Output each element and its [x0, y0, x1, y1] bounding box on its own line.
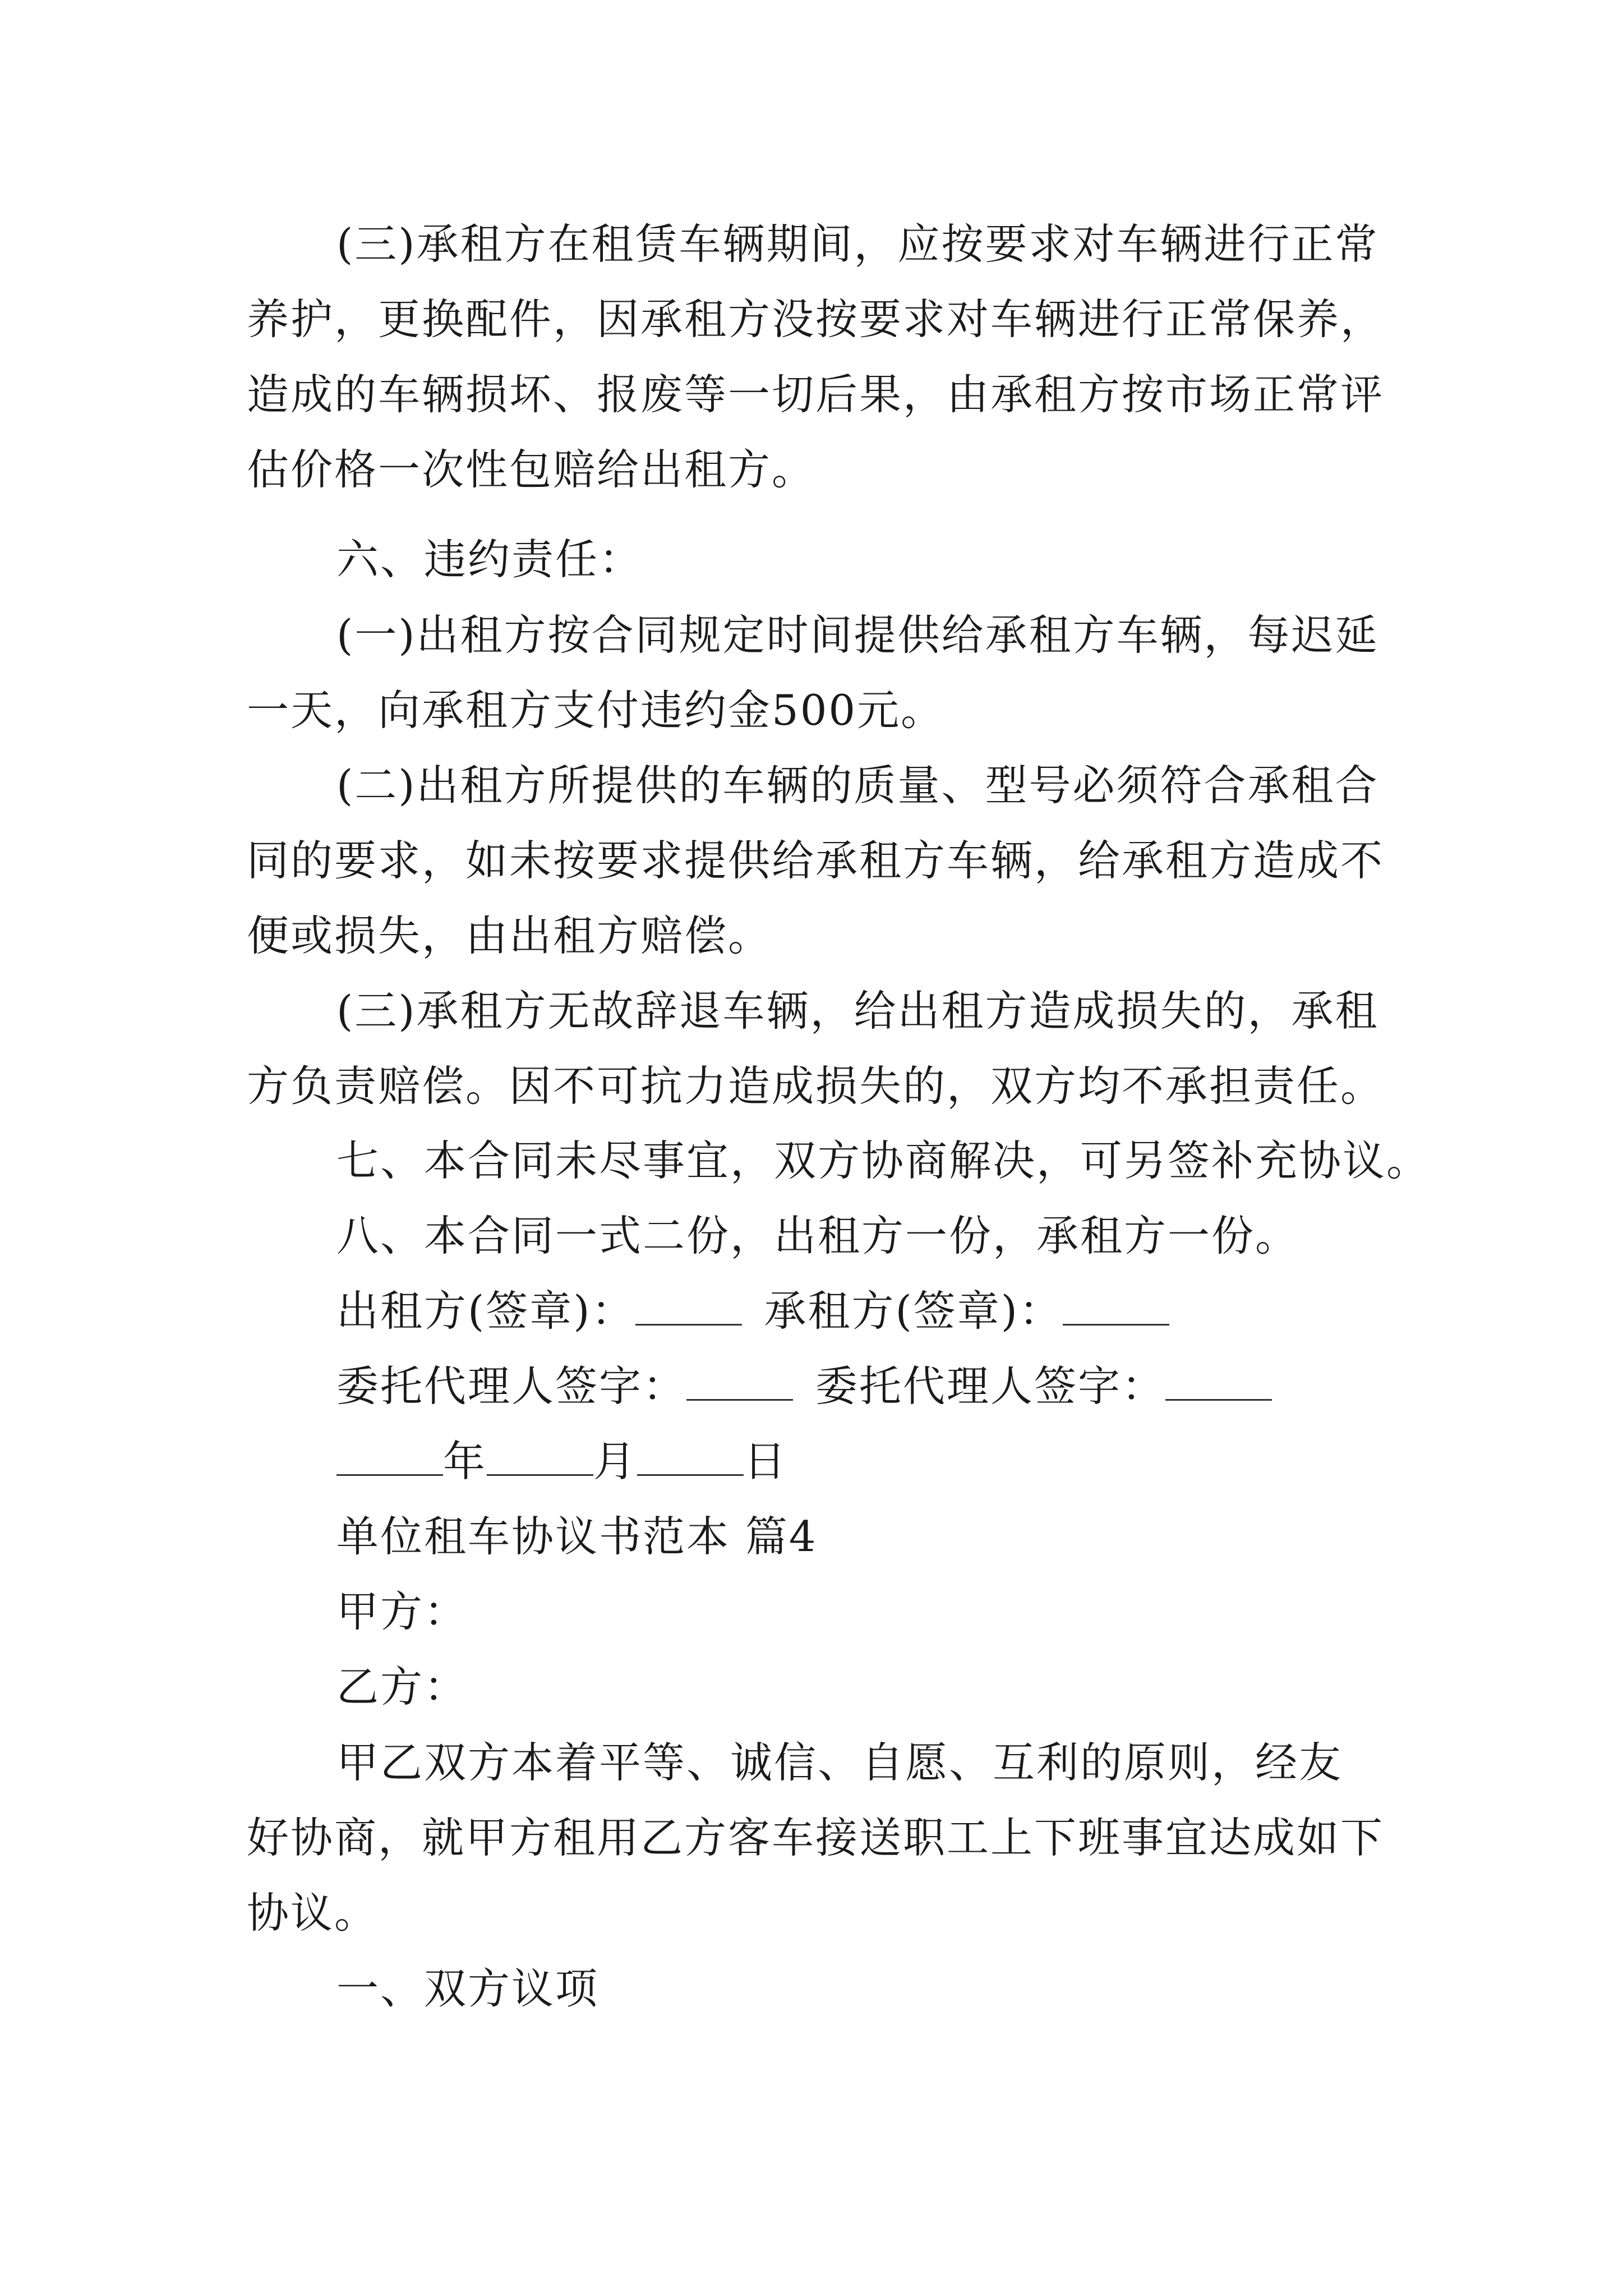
lessee-agent-label: 委托代理人签字：: [815, 1361, 1166, 1411]
lessor-signature-label: 出租方(签章)：: [336, 1286, 635, 1336]
year-label: 年: [443, 1437, 487, 1486]
day-label: 日: [744, 1437, 788, 1486]
day-blank: [637, 1439, 744, 1476]
heading-breach-liability: 六、违约责任：: [336, 535, 643, 584]
month-label: 月: [593, 1437, 638, 1486]
lessee-signature-label: 承租方(签章)：: [764, 1286, 1063, 1336]
paragraph-clause-7: 七、本合同未尽事宜，双方协商解决，可另签补充协议。: [336, 1136, 1431, 1185]
paragraph-maintenance-clause: (三)承租方在租赁车辆期间，应按要求对车辆进行正常养护，更换配件，因承租方没按要求对车辆进行正常保养，造成的车辆损坏、报废等一切后果，由承租方按市场正常评估价格一次性包赔给出租方。: [247, 219, 1385, 494]
year-blank: [336, 1439, 443, 1476]
lessee-signature-blank: [1063, 1289, 1169, 1326]
party-b-label: 乙方：: [336, 1662, 468, 1711]
paragraph-breach-3: (三)承租方无故辞退车辆，给出租方造成损失的，承租方负责赔偿。因不可抗力造成损失的，双方均不承担责任。: [247, 986, 1385, 1111]
month-blank: [487, 1439, 593, 1476]
lessor-agent-blank: [686, 1364, 793, 1401]
section-title-template-4: 单位租车协议书范本 篇4: [336, 1512, 818, 1561]
paragraph-breach-1: (一)出租方按合同规定时间提供给承租方车辆，每迟延一天，向承租方支付违约金500元。: [247, 610, 1379, 735]
lessor-signature-blank: [635, 1289, 742, 1326]
date-line: [336, 1424, 787, 1499]
lessor-agent-label: 委托代理人签字：: [336, 1361, 687, 1411]
party-a-label: 甲方：: [336, 1587, 468, 1636]
lessee-agent-blank: [1165, 1364, 1272, 1401]
signature-line-agents: [336, 1349, 1272, 1424]
paragraph-agreement-intro: 甲乙双方本着平等、诚信、自愿、互利的原则，经友好协商，就甲方租用乙方客车接送职工上下班事宜达成如下协议。: [247, 1738, 1385, 1938]
heading-mutual-items: 一、双方议项: [336, 1964, 600, 2013]
paragraph-clause-8: 八、本合同一式二份，出租方一份，承租方一份。: [336, 1211, 1299, 1260]
signature-line-parties: [336, 1273, 1169, 1349]
paragraph-breach-2: (二)出租方所提供的车辆的质量、型号必须符合承租合同的要求，如未按要求提供给承租方车辆，给承租方造成不便或损失，由出租方赔偿。: [247, 761, 1385, 960]
